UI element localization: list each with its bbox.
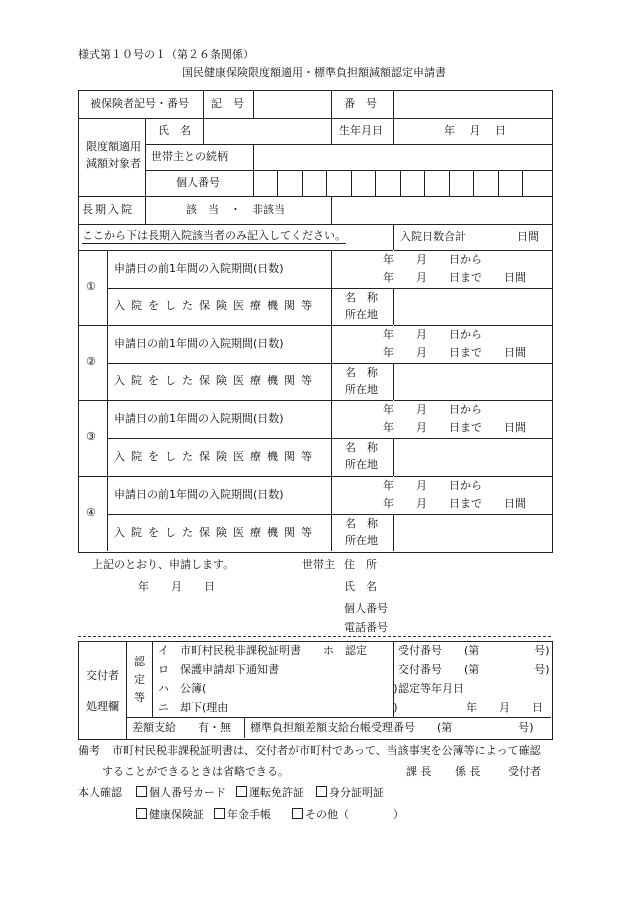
cert-date-value: 年 月 日: [466, 701, 543, 714]
period-label: 申請日の前1年間の入院期間(日数): [114, 337, 284, 350]
id-pension-book[interactable]: [214, 808, 271, 822]
period-to[interactable]: 年 月 日まで 日間: [383, 346, 526, 359]
checkbox[interactable]: [236, 786, 247, 797]
declaration-statement: 上記のとおり、申請します。: [92, 558, 235, 571]
total-days-label: 入院日数合計: [400, 230, 466, 243]
issue-number: 交付番号 (第 号): [398, 663, 550, 676]
subject-group-label-1: 限度額適用: [86, 140, 141, 153]
householder-name-label: 氏 名: [344, 580, 377, 593]
period-no: ①: [86, 280, 96, 293]
kigou-field[interactable]: [254, 91, 330, 117]
period-to[interactable]: 年 月 日まで 日間: [383, 421, 526, 434]
insured-number-label: 被保険者記号・番号: [90, 97, 189, 110]
remarks-line-1: 市町村民税非課税証明書は、交付者が市町村であって、当該事実を公簿等によって確認: [112, 744, 541, 757]
long-stay-label: 長期入院: [82, 203, 134, 216]
householder-phone-label: 電話番号: [344, 621, 388, 634]
checkbox-label: 運転免許証: [249, 786, 304, 799]
id-identification[interactable]: [316, 786, 384, 800]
form-title: 国民健康保険限度額適用・標準負担額減額認定申請書: [182, 66, 446, 79]
dob-label: 生年月日: [339, 124, 383, 137]
chief-label: 課 長: [406, 765, 432, 778]
form-number: 様式第１０号の１（第２６条関係）: [78, 48, 254, 61]
checkbox-label: 身分証明証: [329, 786, 384, 799]
bangou-field[interactable]: [394, 91, 550, 117]
checkbox[interactable]: [136, 786, 147, 797]
long-stay-choice[interactable]: 該 当 ・ 非該当: [186, 203, 285, 216]
subchief-label: 係 長: [455, 765, 481, 778]
subject-group-label-2: 減額対象者: [86, 157, 141, 170]
period-from[interactable]: 年 月 日から: [383, 479, 482, 492]
facility-label: 入院をした保険医療機関等: [114, 450, 318, 463]
cert-label-3: 等: [134, 691, 145, 704]
cert-label-2: 定: [134, 673, 145, 686]
householder-mynumber-label: 個人番号: [344, 602, 388, 615]
relation-label: 世帯主との続柄: [151, 150, 228, 163]
relation-field[interactable]: [254, 145, 550, 169]
id-mynumber-card[interactable]: [136, 786, 226, 800]
facility-address-label: 所在地: [345, 308, 378, 321]
facility-name-label: 名 称: [345, 291, 378, 304]
period-label: 申請日の前1年間の入院期間(日数): [114, 412, 284, 425]
period-no: ④: [86, 506, 96, 519]
checkbox-label: その他（ ）: [305, 808, 404, 821]
period-from[interactable]: 年 月 日から: [383, 328, 482, 341]
facility-address-label: 所在地: [345, 458, 378, 471]
id-other[interactable]: [292, 808, 404, 822]
kigou-label: 記 号: [211, 97, 244, 110]
mynumber-label: 個人番号: [176, 176, 220, 189]
period-from[interactable]: 年 月 日から: [383, 403, 482, 416]
period-from[interactable]: 年 月 日から: [383, 253, 482, 266]
facility-label: 入院をした保険医療機関等: [114, 299, 318, 312]
facility-label: 入院をした保険医療機関等: [114, 526, 318, 539]
id-health-insurance[interactable]: [136, 808, 204, 822]
handling-label: 処理欄: [86, 700, 119, 713]
facility-name-label: 名 称: [345, 441, 378, 454]
cert-label-1: 認: [134, 655, 145, 668]
cert-date-label: 認定等年月日: [398, 682, 464, 695]
receiver-label: 受付者: [508, 765, 541, 778]
cert-item-ha[interactable]: ハ 公簿( ): [158, 682, 398, 695]
facility-address-label: 所在地: [345, 534, 378, 547]
cert-item-ni[interactable]: ニ 却下(理由 ): [158, 701, 398, 714]
issuer-label: 交付者: [86, 669, 119, 682]
checkbox[interactable]: [214, 808, 225, 819]
checkbox-label: 個人番号カード: [149, 786, 226, 799]
period-no: ③: [86, 430, 96, 443]
receipt-number: 受付番号 (第 号): [398, 644, 550, 657]
facility-name-label: 名 称: [345, 517, 378, 530]
bangou-label: 番 号: [344, 97, 377, 110]
checkbox-label: 健康保険証: [149, 808, 204, 821]
subject-name-label: 氏 名: [158, 124, 191, 137]
facility-name-label: 名 称: [345, 366, 378, 379]
checkbox[interactable]: [136, 808, 147, 819]
declaration-date[interactable]: 年 月 日: [138, 580, 215, 593]
long-stay-note: ここから下は長期入院該当者のみ記入してください。: [82, 229, 346, 242]
period-to[interactable]: 年 月 日まで 日間: [383, 271, 526, 284]
householder-label: 世帯主: [302, 558, 335, 571]
identity-label: 本人確認: [78, 786, 122, 799]
checkbox-label: 年金手帳: [227, 808, 271, 821]
checkbox[interactable]: [292, 808, 303, 819]
remarks-line-2: することができるときは省略できる。: [102, 765, 289, 778]
period-no: ②: [86, 355, 96, 368]
period-to[interactable]: 年 月 日まで 日間: [383, 497, 526, 510]
checkbox[interactable]: [316, 786, 327, 797]
diff-pay-label: 差額支給 有・無: [132, 721, 231, 734]
facility-address-label: 所在地: [345, 383, 378, 396]
remarks-label: 備考: [78, 744, 100, 757]
subject-name-field[interactable]: [204, 119, 330, 143]
period-label: 申請日の前1年間の入院期間(日数): [114, 262, 284, 275]
facility-label: 入院をした保険医療機関等: [114, 374, 318, 387]
householder-address-label: 住 所: [344, 558, 377, 571]
id-drivers-license[interactable]: [236, 786, 304, 800]
period-label: 申請日の前1年間の入院期間(日数): [114, 488, 284, 501]
cert-item-i[interactable]: イ 市町村民税非課税証明書 ホ 認定: [158, 644, 367, 657]
diff-ledger-label: 標準負担額差額支給台帳受理番号 (第 号): [250, 721, 534, 734]
cut-line: [78, 636, 551, 637]
total-days-unit: 日間: [517, 230, 539, 243]
cert-item-ro[interactable]: ロ 保護申請却下通知書: [158, 663, 279, 676]
dob-value: 年 月 日: [444, 124, 506, 137]
